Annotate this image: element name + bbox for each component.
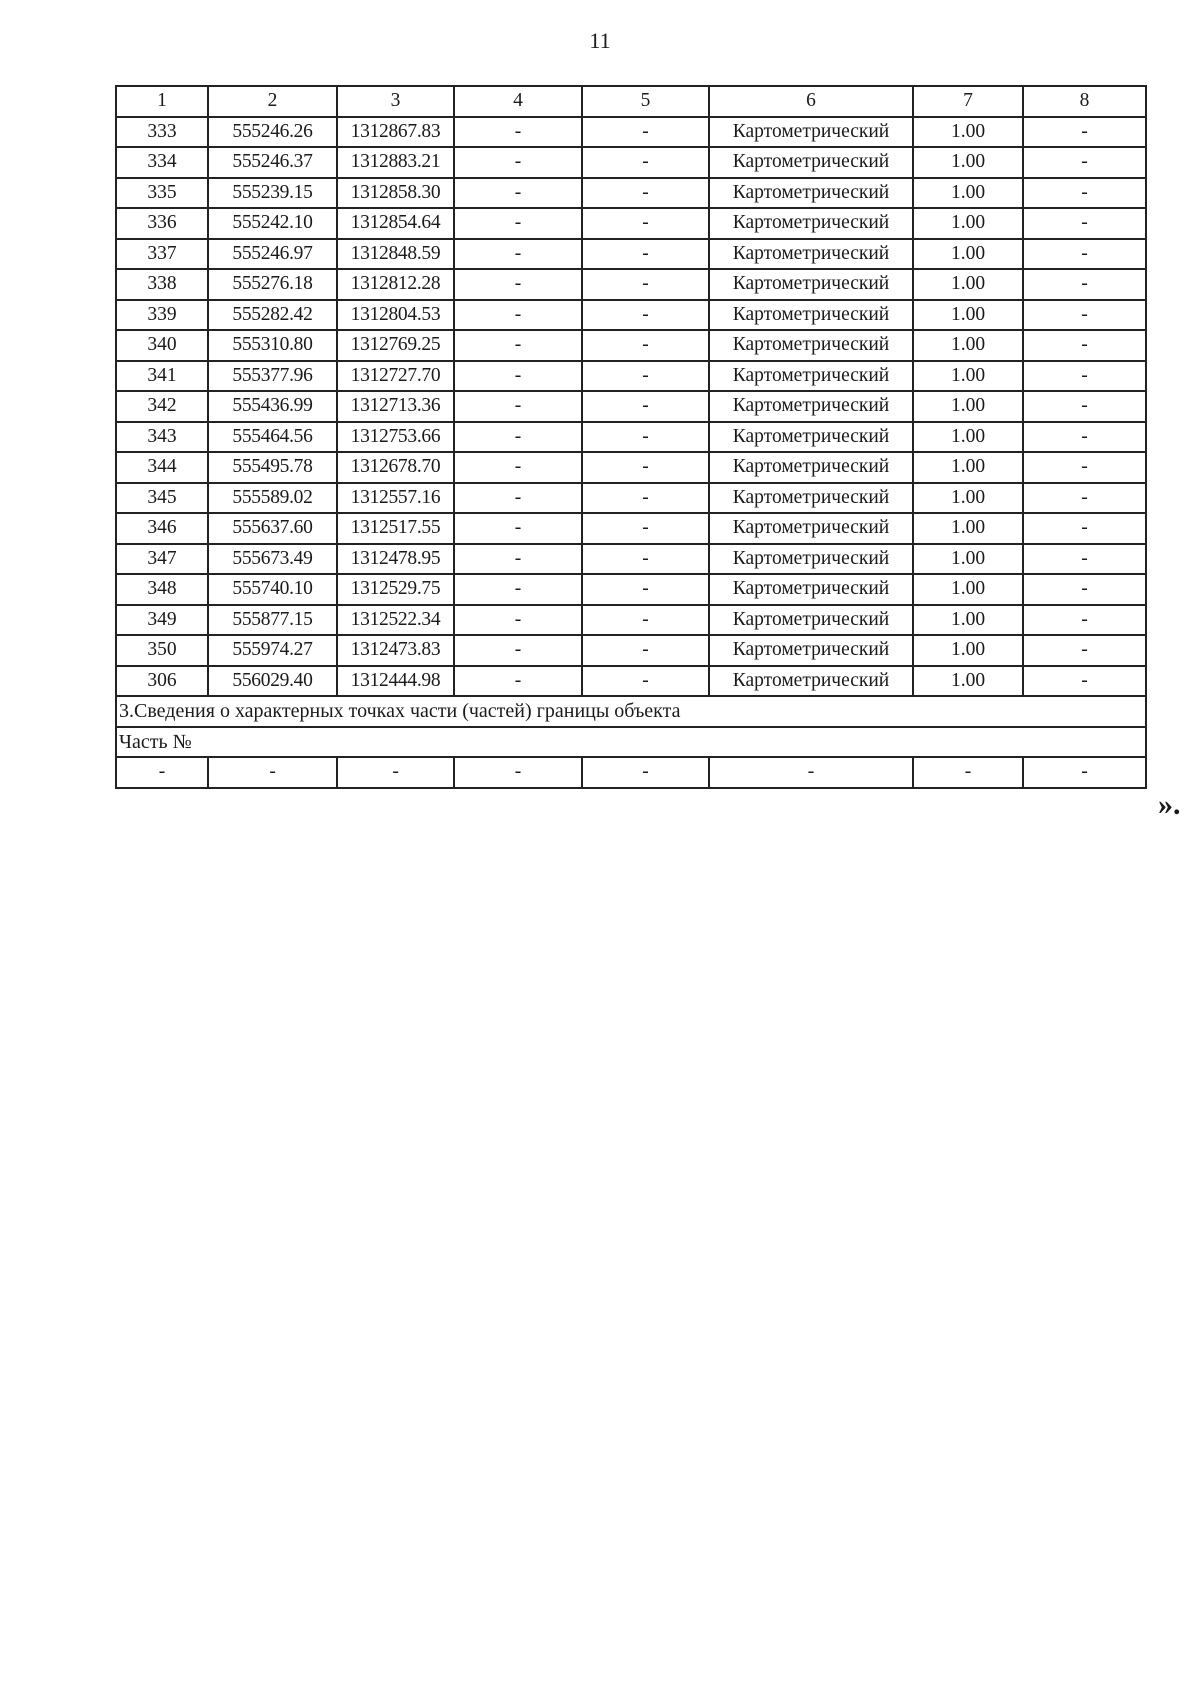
table-cell: 1312858.30 bbox=[337, 178, 454, 209]
table-cell: 347 bbox=[116, 544, 208, 575]
table-cell: 1312753.66 bbox=[337, 422, 454, 453]
table-cell: 337 bbox=[116, 239, 208, 270]
table-cell: 555276.18 bbox=[208, 269, 337, 300]
table-cell: 556029.40 bbox=[208, 666, 337, 697]
table-cell: - bbox=[1023, 269, 1146, 300]
table-cell: - bbox=[454, 208, 582, 239]
table-cell: 345 bbox=[116, 483, 208, 514]
table-cell: - bbox=[582, 452, 709, 483]
table-cell: 1312678.70 bbox=[337, 452, 454, 483]
table-cell: 1.00 bbox=[913, 269, 1023, 300]
section-title: 3.Сведения о характерных точках части (частей) границы объекта bbox=[116, 696, 1146, 727]
header-row bbox=[116, 86, 1146, 117]
table-cell: - bbox=[582, 544, 709, 575]
table-cell: 555239.15 bbox=[208, 178, 337, 209]
part-row bbox=[116, 757, 1146, 788]
table-cell: - bbox=[582, 422, 709, 453]
table-cell: 1312804.53 bbox=[337, 300, 454, 331]
table-cell: - bbox=[454, 147, 582, 178]
table-cell: 555637.60 bbox=[208, 513, 337, 544]
table-cell: - bbox=[1023, 422, 1146, 453]
table-cell: - bbox=[582, 330, 709, 361]
table-cell: 1.00 bbox=[913, 208, 1023, 239]
table-cell: - bbox=[582, 757, 709, 788]
table-row bbox=[116, 361, 1146, 392]
table-cell: 1.00 bbox=[913, 483, 1023, 514]
table-cell: 1312713.36 bbox=[337, 391, 454, 422]
header-cell: 6 bbox=[709, 86, 913, 117]
table-row bbox=[116, 239, 1146, 270]
table-cell: 350 bbox=[116, 635, 208, 666]
header-cell: 7 bbox=[913, 86, 1023, 117]
table-row bbox=[116, 666, 1146, 697]
table-cell: Картометрический bbox=[709, 300, 913, 331]
table-cell: - bbox=[454, 757, 582, 788]
table-row bbox=[116, 574, 1146, 605]
table-row bbox=[116, 605, 1146, 636]
table-cell: - bbox=[582, 513, 709, 544]
table-cell: - bbox=[1023, 757, 1146, 788]
table-cell: - bbox=[582, 208, 709, 239]
table-cell: Картометрический bbox=[709, 269, 913, 300]
table-cell: - bbox=[1023, 452, 1146, 483]
table-cell: Картометрический bbox=[709, 208, 913, 239]
table-row bbox=[116, 147, 1146, 178]
table-row bbox=[116, 483, 1146, 514]
table-row bbox=[116, 635, 1146, 666]
table-cell: Картометрический bbox=[709, 361, 913, 392]
table-cell: 555464.56 bbox=[208, 422, 337, 453]
part-label-row bbox=[116, 727, 1146, 758]
table-cell: Картометрический bbox=[709, 391, 913, 422]
table-cell: 555436.99 bbox=[208, 391, 337, 422]
table-cell: - bbox=[454, 666, 582, 697]
table-cell: - bbox=[582, 361, 709, 392]
table-cell: 1312444.98 bbox=[337, 666, 454, 697]
table-cell: - bbox=[582, 635, 709, 666]
table-row bbox=[116, 178, 1146, 209]
table-cell: - bbox=[582, 605, 709, 636]
table-cell: 1.00 bbox=[913, 422, 1023, 453]
table-cell: 1312883.21 bbox=[337, 147, 454, 178]
table-cell: 335 bbox=[116, 178, 208, 209]
table-cell: 1312478.95 bbox=[337, 544, 454, 575]
table-cell: - bbox=[582, 300, 709, 331]
table-cell: 1.00 bbox=[913, 178, 1023, 209]
closing-quote-mark: ». bbox=[1158, 788, 1181, 821]
table-cell: 333 bbox=[116, 117, 208, 148]
table-cell: - bbox=[454, 269, 582, 300]
table-cell: 1312848.59 bbox=[337, 239, 454, 270]
table-cell: 346 bbox=[116, 513, 208, 544]
table-row bbox=[116, 208, 1146, 239]
table-cell: - bbox=[582, 178, 709, 209]
table-cell: 1.00 bbox=[913, 239, 1023, 270]
table-cell: 340 bbox=[116, 330, 208, 361]
table-cell: 1.00 bbox=[913, 605, 1023, 636]
table-cell: 1312769.25 bbox=[337, 330, 454, 361]
table-cell: 1312529.75 bbox=[337, 574, 454, 605]
table-cell: - bbox=[454, 300, 582, 331]
table-body bbox=[116, 86, 1146, 788]
table-cell: - bbox=[1023, 178, 1146, 209]
table-cell: - bbox=[116, 757, 208, 788]
table-cell: - bbox=[582, 574, 709, 605]
table-cell: - bbox=[454, 513, 582, 544]
table-cell: 1312867.83 bbox=[337, 117, 454, 148]
table-row bbox=[116, 330, 1146, 361]
table-cell: - bbox=[1023, 361, 1146, 392]
table-row bbox=[116, 544, 1146, 575]
table-cell: 1312473.83 bbox=[337, 635, 454, 666]
table-cell: Картометрический bbox=[709, 178, 913, 209]
table-cell: - bbox=[1023, 391, 1146, 422]
table-cell: - bbox=[454, 605, 582, 636]
table-cell: Картометрический bbox=[709, 330, 913, 361]
table-cell: - bbox=[582, 483, 709, 514]
table-cell: - bbox=[454, 635, 582, 666]
table-cell: - bbox=[1023, 239, 1146, 270]
table-row bbox=[116, 513, 1146, 544]
part-label: Часть № bbox=[116, 727, 1146, 758]
table-cell: 336 bbox=[116, 208, 208, 239]
table-cell: Картометрический bbox=[709, 605, 913, 636]
table-cell: 338 bbox=[116, 269, 208, 300]
table-cell: 555495.78 bbox=[208, 452, 337, 483]
table-cell: - bbox=[1023, 544, 1146, 575]
table-cell: 1.00 bbox=[913, 391, 1023, 422]
coordinates-table bbox=[115, 85, 1147, 789]
table-cell: 555242.10 bbox=[208, 208, 337, 239]
table-cell: 555377.96 bbox=[208, 361, 337, 392]
table-cell: 343 bbox=[116, 422, 208, 453]
table-cell: - bbox=[709, 757, 913, 788]
table-cell: Картометрический bbox=[709, 666, 913, 697]
table-cell: - bbox=[454, 391, 582, 422]
table-cell: 339 bbox=[116, 300, 208, 331]
section-title-row bbox=[116, 696, 1146, 727]
table-cell: Картометрический bbox=[709, 483, 913, 514]
table-row bbox=[116, 452, 1146, 483]
table-cell: 555589.02 bbox=[208, 483, 337, 514]
table-cell: 1.00 bbox=[913, 574, 1023, 605]
table-cell: - bbox=[1023, 574, 1146, 605]
header-cell: 5 bbox=[582, 86, 709, 117]
header-cell: 1 bbox=[116, 86, 208, 117]
table-cell: 341 bbox=[116, 361, 208, 392]
table-cell: - bbox=[582, 239, 709, 270]
table-cell: 555740.10 bbox=[208, 574, 337, 605]
table-cell: - bbox=[913, 757, 1023, 788]
table-cell: - bbox=[454, 452, 582, 483]
table-cell: Картометрический bbox=[709, 513, 913, 544]
table-cell: Картометрический bbox=[709, 635, 913, 666]
header-cell: 2 bbox=[208, 86, 337, 117]
table-cell: - bbox=[454, 574, 582, 605]
table-cell: 1312727.70 bbox=[337, 361, 454, 392]
table-row bbox=[116, 117, 1146, 148]
table-cell: 1.00 bbox=[913, 452, 1023, 483]
table-cell: - bbox=[582, 117, 709, 148]
table-cell: 1.00 bbox=[913, 666, 1023, 697]
table-cell: Картометрический bbox=[709, 574, 913, 605]
table-cell: - bbox=[208, 757, 337, 788]
table-cell: Картометрический bbox=[709, 422, 913, 453]
header-cell: 4 bbox=[454, 86, 582, 117]
table-cell: - bbox=[1023, 605, 1146, 636]
table-cell: - bbox=[454, 422, 582, 453]
table-cell: Картометрический bbox=[709, 544, 913, 575]
table-cell: - bbox=[1023, 666, 1146, 697]
table-cell: 306 bbox=[116, 666, 208, 697]
table-cell: 342 bbox=[116, 391, 208, 422]
table-row bbox=[116, 269, 1146, 300]
table-cell: 555246.26 bbox=[208, 117, 337, 148]
table-cell: 1.00 bbox=[913, 330, 1023, 361]
table-cell: 1.00 bbox=[913, 147, 1023, 178]
table-cell: - bbox=[337, 757, 454, 788]
table-cell: 1.00 bbox=[913, 544, 1023, 575]
table-cell: - bbox=[582, 269, 709, 300]
header-cell: 3 bbox=[337, 86, 454, 117]
table-cell: 555246.97 bbox=[208, 239, 337, 270]
table-cell: - bbox=[454, 483, 582, 514]
table-cell: 1312517.55 bbox=[337, 513, 454, 544]
table-cell: - bbox=[1023, 147, 1146, 178]
table-cell: 348 bbox=[116, 574, 208, 605]
table-row bbox=[116, 391, 1146, 422]
table-cell: 1.00 bbox=[913, 300, 1023, 331]
table-cell: 1.00 bbox=[913, 361, 1023, 392]
table-row bbox=[116, 422, 1146, 453]
table-cell: - bbox=[582, 147, 709, 178]
table-cell: 1312522.34 bbox=[337, 605, 454, 636]
table-cell: 555246.37 bbox=[208, 147, 337, 178]
table-cell: - bbox=[582, 666, 709, 697]
table-cell: - bbox=[454, 117, 582, 148]
table-cell: - bbox=[1023, 300, 1146, 331]
table-cell: 555282.42 bbox=[208, 300, 337, 331]
table-cell: Картометрический bbox=[709, 117, 913, 148]
table-cell: 1.00 bbox=[913, 117, 1023, 148]
table-cell: Картометрический bbox=[709, 239, 913, 270]
table-cell: - bbox=[454, 239, 582, 270]
table-cell: 344 bbox=[116, 452, 208, 483]
table-cell: 1312557.16 bbox=[337, 483, 454, 514]
table-cell: - bbox=[454, 361, 582, 392]
table-cell: - bbox=[1023, 330, 1146, 361]
table-cell: 555673.49 bbox=[208, 544, 337, 575]
table-cell: 555310.80 bbox=[208, 330, 337, 361]
table-cell: 334 bbox=[116, 147, 208, 178]
page-number: 11 bbox=[589, 28, 611, 53]
table-cell: - bbox=[454, 330, 582, 361]
table-cell: 1.00 bbox=[913, 635, 1023, 666]
table-cell: 1312812.28 bbox=[337, 269, 454, 300]
table-cell: - bbox=[1023, 513, 1146, 544]
table-row bbox=[116, 300, 1146, 331]
table-cell: - bbox=[454, 178, 582, 209]
table-cell: Картометрический bbox=[709, 452, 913, 483]
table-cell: 1312854.64 bbox=[337, 208, 454, 239]
table-cell: 349 bbox=[116, 605, 208, 636]
table-cell: - bbox=[1023, 635, 1146, 666]
header-cell: 8 bbox=[1023, 86, 1146, 117]
table-cell: - bbox=[1023, 117, 1146, 148]
table-cell: - bbox=[1023, 483, 1146, 514]
table-cell: - bbox=[582, 391, 709, 422]
table-cell: Картометрический bbox=[709, 147, 913, 178]
table-cell: 555974.27 bbox=[208, 635, 337, 666]
table-cell: 1.00 bbox=[913, 513, 1023, 544]
table-cell: - bbox=[1023, 208, 1146, 239]
table-cell: - bbox=[454, 544, 582, 575]
table-cell: 555877.15 bbox=[208, 605, 337, 636]
